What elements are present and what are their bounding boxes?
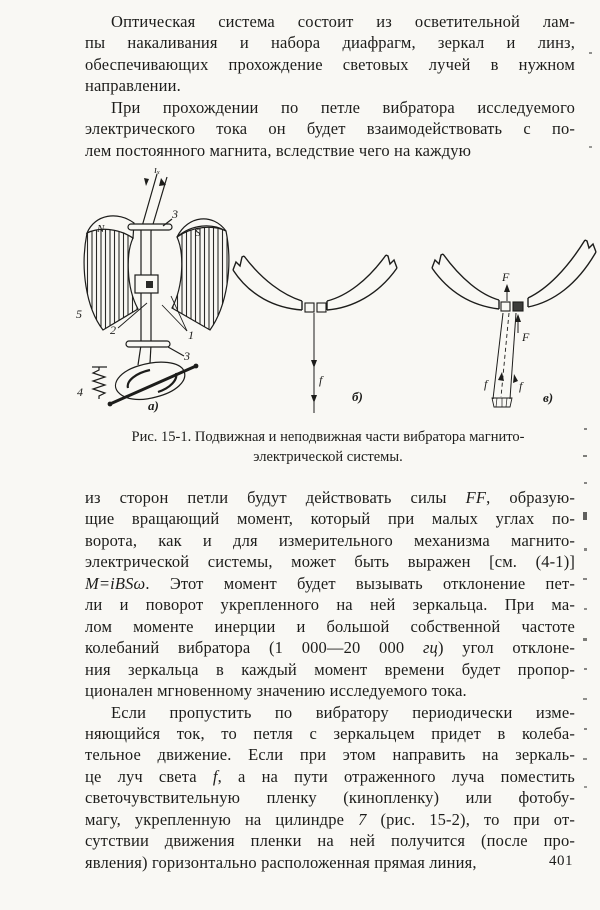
text-line: сутствии движения пленки на ней получится (после про- [85, 831, 575, 851]
subfigure-a-label: а) [148, 398, 159, 413]
force-line-b [311, 313, 317, 413]
diagram-b [233, 255, 397, 413]
text-line: светочувствительную пленку (кинопленку) или фотобу- [85, 788, 575, 808]
label-3-top: 3 [172, 207, 178, 221]
diagram-a [76, 168, 229, 413]
text-line: При прохождении по петле вибратора исследуемого [111, 97, 575, 117]
current-arrow-down [144, 178, 149, 186]
text-line: Если пропустить по вибратору периодически изме- [111, 702, 575, 722]
text-line: щие вращающий момент, который при малых углах по- [85, 509, 575, 529]
text-line: ционален мгновенному значению исследуемого тока. [85, 681, 467, 701]
force-F-top-label: F [502, 270, 510, 284]
upper-crossbar [128, 219, 172, 230]
text-line: ния зеркальца в каждый момент времени будет пропор- [85, 659, 575, 679]
text-line: электрической системы, может быть выражен [см. (4-1)] [85, 552, 575, 572]
pole-s-label: S [195, 227, 201, 239]
text-line: электрической системы. [253, 449, 403, 465]
text-line: ли и поворот укрепленного на ней зеркальца. При ма- [85, 595, 575, 615]
loop-wire-section-left-b [305, 303, 314, 312]
loop-wire-section-right-b [317, 303, 326, 312]
label-2: 2 [110, 323, 116, 337]
subfigure-v-label: в) [543, 390, 554, 405]
pole-n-shape [84, 229, 138, 330]
text-line: Оптическая система состоит из осветительной лам- [111, 12, 575, 31]
label-4: 4 [77, 385, 83, 399]
text-line: из сторон петли будут действовать силы FF, образую- [85, 488, 575, 507]
paragraph-1 [85, 11, 575, 97]
pole-horn-left-v [432, 254, 499, 309]
top-text-block [85, 11, 575, 161]
text-line: пы накаливания и набора диафрагм, зеркал и линз, [85, 33, 575, 53]
figure-caption [78, 427, 578, 467]
text-line: ворота, как и для измерительного механизма магнито- [85, 530, 575, 550]
force-f-left-label: f [484, 377, 488, 391]
pole-s-shape [172, 227, 229, 330]
loop-wire-section-right-v [513, 302, 523, 311]
text-line: M=iBSω. Этот момент будет вызывать отклонение пет- [85, 573, 575, 593]
current-label: iₓ [154, 168, 161, 176]
text-line: тельное движение. Если при этом направить на зеркаль- [85, 745, 575, 765]
text-line: колебаний вибратора (1 000—20 000 гц) угол отклоне- [85, 638, 575, 658]
subfigure-b-label: б) [352, 389, 363, 404]
paragraph-3 [85, 487, 575, 702]
text-line: це луч света f, а на пути отраженного луча поместить [85, 766, 575, 786]
loop-wire-section-left-v [501, 302, 510, 311]
pole-horn-left-b [233, 256, 302, 310]
spring-icon [92, 367, 107, 399]
lower-crossbar [126, 341, 184, 356]
figure-15-1 [65, 168, 600, 428]
text-line: лем постоянного магнита, вследствие чего на каждую [85, 140, 472, 160]
pole-horn-right-v [528, 240, 596, 307]
text-line: Рис. 15-1. Подвижная и неподвижная части вибратора магнито- [131, 429, 525, 445]
text-line: лом моменте инерции и большой собственной частоте [85, 616, 575, 636]
text-line: няющийся ток, то петля с зеркальцем придет в колеба- [85, 723, 575, 743]
diagram-v [432, 240, 596, 407]
pole-horn-right-b [327, 255, 397, 310]
text-line: направлении. [85, 76, 181, 96]
text-line: магу, укрепленную на цилиндре 7 (рис. 15-2), то при от- [85, 809, 575, 829]
paragraph-2 [85, 97, 575, 161]
label-1: 1 [188, 328, 194, 342]
page-number: 401 [549, 853, 573, 869]
mirror [135, 275, 158, 293]
force-F-mid-label: F [522, 330, 530, 344]
text-line: обеспечивающих прохождение световых лучей в нужном [85, 54, 575, 74]
text-line: электрического тока он будет взаимодействовать с по- [85, 119, 575, 139]
vibrator-loop-wires [138, 174, 167, 365]
force-f-right-label: f [519, 379, 523, 393]
label-3-bottom: 3 [184, 349, 190, 363]
force-f-label-b: f [319, 373, 323, 387]
pole-n-label: N [97, 223, 105, 235]
bottom-text-block [85, 487, 575, 873]
figure-illustration [65, 168, 600, 423]
paragraph-4 [85, 702, 575, 874]
text-line: явления) горизонтально расположенная прямая линия, [85, 852, 477, 872]
label-5: 5 [76, 307, 82, 321]
